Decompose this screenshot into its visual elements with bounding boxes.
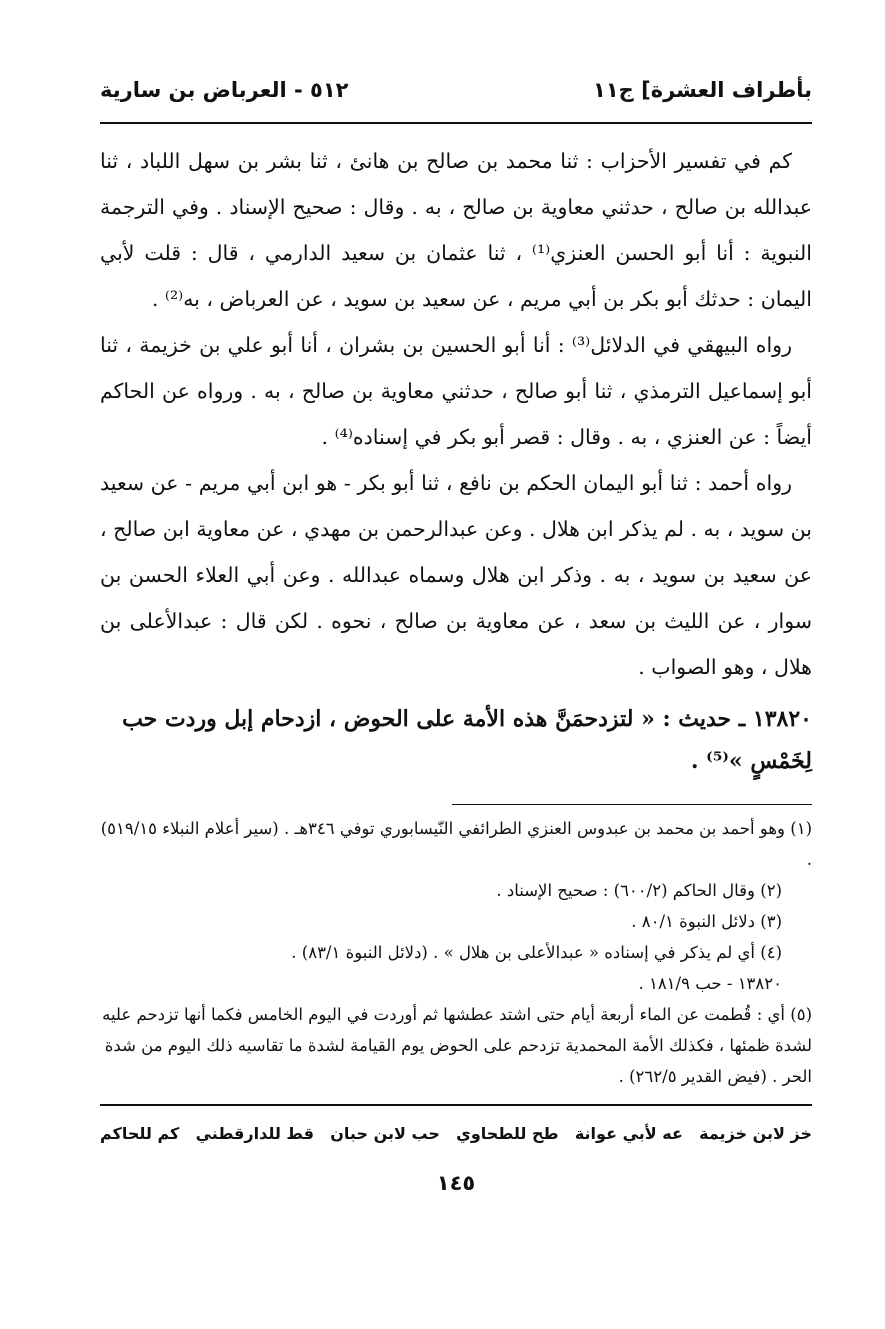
abbreviation-item: حب لابن حبان bbox=[330, 1124, 440, 1143]
paragraph: رواه البيهقي في الدلائل⁽³⁾ : أنا أبو الحسين بن بشران ، أنا أبو علي بن خزيمة ، ثنا أبو إسماعيل الترمذي ، ثنا أبو صالح ، حدثني معاوية بن صالح ، به . ورواه عن الحاكم أيضاً : عن العنزي ، به . وقال : قصر أبو بكر في إسناده⁽⁴⁾ . bbox=[100, 333, 812, 449]
page bbox=[100, 70, 812, 1195]
book-title: بأطراف العشرة] ج١١ bbox=[593, 78, 812, 102]
page-number: ١٤٥ bbox=[436, 1171, 476, 1195]
footnote: (١) وهو أحمد بن محمد بن عبدوس العنزي الطرائفي النّيسابوري توفي ٣٤٦هـ . (سير أعلام النبلاء ٥١٩/١٥) . bbox=[100, 819, 812, 869]
footnote: (٣) دلائل النبوة ٨٠/١ . bbox=[631, 912, 782, 931]
abbreviation-legend bbox=[100, 1124, 812, 1143]
footer-divider bbox=[100, 1104, 812, 1106]
abbreviation-item: طح للطحاوي bbox=[456, 1124, 559, 1143]
footnote: (٤) أي لم يذكر في إسناده « عبدالأعلى بن هلال » . (دلائل النبوة ٨٣/١) . bbox=[291, 943, 782, 962]
abbreviation-item: كم للحاكم bbox=[100, 1124, 180, 1143]
abbreviation-item: قط للدارقطني bbox=[195, 1124, 315, 1143]
header-divider bbox=[100, 122, 812, 124]
footnote: (٢) وقال الحاكم (٦٠٠/٢) : صحيح الإسناد . bbox=[496, 881, 782, 900]
hadith-entry: ١٣٨٢٠ ـ حديث : « لتزدحمَنَّ هذه الأمة على الحوض ، ازدحام إبل وردت حب لِخَمْسٍ »⁽⁵⁾ . bbox=[122, 706, 812, 774]
main-text bbox=[100, 138, 812, 690]
page-header bbox=[100, 70, 812, 122]
footnote: (٥) أي : قُطمت عن الماء أربعة أيام حتى اشتد عطشها ثم أوردت في اليوم الخامس فكما أنها تزدحم عليه لشدة ظمئها ، فكذلك الأمة المحمدية تزدحم على الحوض يوم القيامة لشدة ما تقاسيه ذلك اليوم من شدة الحر . (فيض القدير ٢٦٢/٥) . bbox=[102, 1005, 812, 1086]
footnote-separator bbox=[452, 804, 812, 805]
paragraph: كم في تفسير الأحزاب : ثنا محمد بن صالح بن هانئ ، ثنا بشر بن سهل اللباد ، ثنا عبدالله بن صالح ، حدثني معاوية بن صالح ، به . وقال : صحيح الإسناد . وفي الترجمة النبوية : أنا أبو الحسن العنزي⁽¹⁾ ، ثنا عثمان بن سعيد الدارمي ، قال : قلت لأبي اليمان : حدثك أبو بكر بن أبي مريم ، عن سعيد بن سويد ، عن العرباض ، به⁽²⁾ . bbox=[100, 149, 812, 311]
footnotes bbox=[100, 813, 812, 1092]
footnote: ١٣٨٢٠ - حب ١٨١/٩ . bbox=[638, 974, 782, 993]
section-title: ٥١٢ - العرباض بن سارية bbox=[100, 78, 349, 102]
paragraph: رواه أحمد : ثنا أبو اليمان الحكم بن نافع ، ثنا أبو بكر - هو ابن أبي مريم - عن سعيد بن سويد ، به . لم يذكر ابن هلال . وعن عبدالرحمن بن مهدي ، عن معاوية ابن صالح ، عن سعيد بن سويد ، به . وذكر ابن هلال وسماه عبدالله . وعن أبي العلاء الحسن بن سوار ، عن الليث بن سعد ، عن معاوية بن صالح ، نحوه . لكن قال : عبدالأعلى بن هلال ، وهو الصواب . bbox=[100, 471, 812, 679]
abbreviation-item: عه لأبي عوانة bbox=[574, 1124, 683, 1143]
abbreviation-item: خز لابن خزيمة bbox=[699, 1124, 812, 1143]
